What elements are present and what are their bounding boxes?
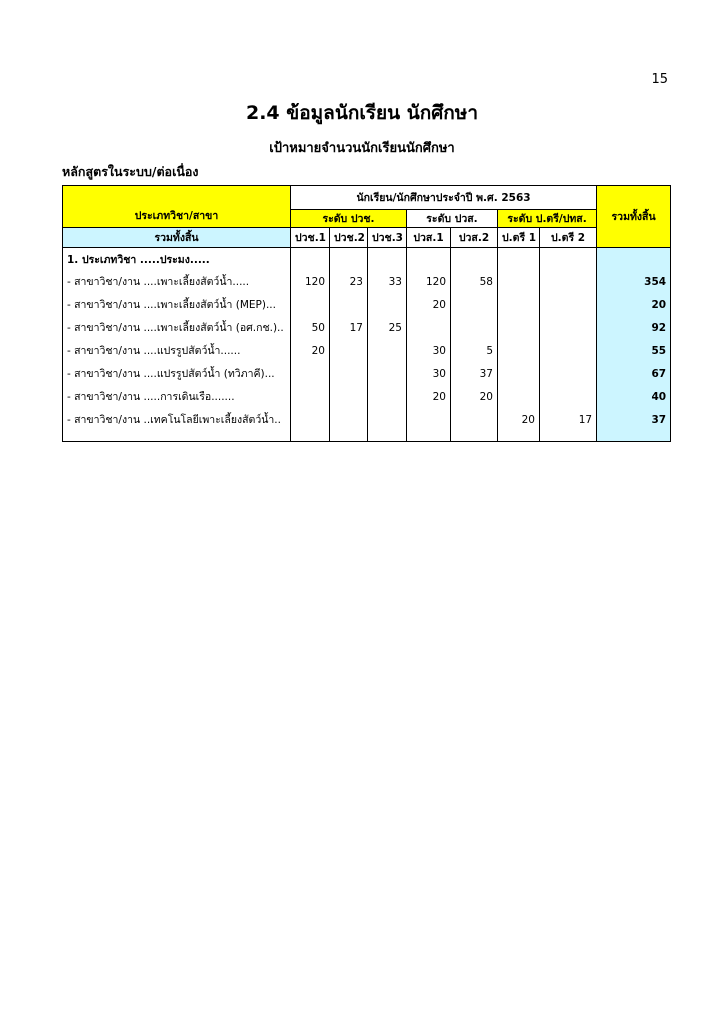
row-value — [291, 385, 330, 408]
page-title: 2.4 ข้อมูลนักเรียน นักศึกษา — [245, 102, 479, 124]
row-value — [498, 339, 540, 362]
row-value: 33 — [368, 270, 407, 293]
row-value: 17 — [330, 316, 368, 339]
row-value — [407, 316, 451, 339]
row-value: 25 — [368, 316, 407, 339]
spacer-row — [63, 431, 671, 442]
row-value — [451, 316, 498, 339]
row-total: 20 — [597, 293, 671, 316]
row-value: 20 — [451, 385, 498, 408]
category-header: ประเภทวิชา/สาขา — [63, 186, 291, 228]
group-row — [63, 248, 671, 271]
row-total: 92 — [597, 316, 671, 339]
row-value — [368, 339, 407, 362]
row-value: 23 — [330, 270, 368, 293]
row-name: - สาขาวิชา/งาน .....การเดินเรือ....... — [63, 385, 291, 408]
row-value — [330, 293, 368, 316]
row-value — [498, 293, 540, 316]
row-value — [330, 339, 368, 362]
row-value: 20 — [407, 385, 451, 408]
level-header: ปวส.1 — [407, 228, 451, 248]
level-header: ปวส.2 — [451, 228, 498, 248]
row-name: - สาขาวิชา/งาน ..เทคโนโลยีเพาะเลี้ยงสัตว์น้ำ.. — [63, 408, 291, 431]
row-value — [368, 385, 407, 408]
row-value — [368, 293, 407, 316]
level-group-header: ระดับ ปวส. — [407, 210, 498, 228]
grand-total-header: รวมทั้งสิ้น — [597, 186, 671, 248]
table-row — [63, 385, 671, 408]
row-value: 20 — [498, 408, 540, 431]
section-label: หลักสูตรในระบบ/ต่อเนื่อง — [62, 164, 199, 179]
table-row — [63, 339, 671, 362]
row-value — [498, 362, 540, 385]
row-value: 120 — [291, 270, 330, 293]
row-value: 20 — [291, 339, 330, 362]
row-value — [291, 362, 330, 385]
row-name: - สาขาวิชา/งาน ....แปรรูปสัตว์น้ำ...... — [63, 339, 291, 362]
row-value — [540, 316, 597, 339]
level-group-header: ระดับ ปวช. — [291, 210, 407, 228]
row-value: 50 — [291, 316, 330, 339]
row-value: 58 — [451, 270, 498, 293]
row-value — [368, 362, 407, 385]
row-value: 30 — [407, 362, 451, 385]
row-name: - สาขาวิชา/งาน ....เพาะเลี้ยงสัตว์น้ำ..... — [63, 270, 291, 293]
level-header: ปวช.2 — [330, 228, 368, 248]
table-row — [63, 362, 671, 385]
student-target-table — [62, 185, 671, 442]
row-value — [540, 385, 597, 408]
table-body — [63, 248, 671, 442]
row-name: - สาขาวิชา/งาน ....เพาะเลี้ยงสัตว์น้ำ (MEP)... — [63, 293, 291, 316]
table-row — [63, 270, 671, 293]
row-value — [540, 362, 597, 385]
page-subtitle: เป้าหมายจำนวนนักเรียนนักศึกษา — [269, 141, 455, 156]
row-value — [407, 408, 451, 431]
sum-label-header: รวมทั้งสิ้น — [63, 228, 291, 248]
row-total: 55 — [597, 339, 671, 362]
row-value — [330, 362, 368, 385]
row-value — [540, 293, 597, 316]
row-value — [498, 316, 540, 339]
table-row — [63, 316, 671, 339]
year-header: นักเรียน/นักศึกษาประจำปี พ.ศ. 2563 — [291, 186, 597, 210]
level-header: ปวช.3 — [368, 228, 407, 248]
table-row — [63, 293, 671, 316]
row-value — [291, 293, 330, 316]
row-value — [368, 408, 407, 431]
row-value: 37 — [451, 362, 498, 385]
row-total: 354 — [597, 270, 671, 293]
row-name: - สาขาวิชา/งาน ....เพาะเลี้ยงสัตว์น้ำ (อศ.กช.).. — [63, 316, 291, 339]
group-label: 1. ประเภทวิชา .....ประมง..... — [63, 248, 291, 271]
level-header: ป.ตรี 1 — [498, 228, 540, 248]
row-total: 40 — [597, 385, 671, 408]
row-value — [330, 385, 368, 408]
row-value — [540, 339, 597, 362]
level-group-header: ระดับ ป.ตรี/ปทส. — [498, 210, 597, 228]
row-value: 17 — [540, 408, 597, 431]
page-number: 15 — [651, 72, 668, 87]
row-value — [540, 270, 597, 293]
row-total: 67 — [597, 362, 671, 385]
row-value — [451, 293, 498, 316]
row-value — [498, 270, 540, 293]
row-value — [498, 385, 540, 408]
row-value — [291, 408, 330, 431]
row-value: 30 — [407, 339, 451, 362]
level-header: ปวช.1 — [291, 228, 330, 248]
row-value — [451, 408, 498, 431]
table-row — [63, 408, 671, 431]
row-value: 5 — [451, 339, 498, 362]
row-value: 120 — [407, 270, 451, 293]
row-value — [330, 408, 368, 431]
row-name: - สาขาวิชา/งาน ....แปรรูปสัตว์น้ำ (ทวิภาคี)... — [63, 362, 291, 385]
row-total: 37 — [597, 408, 671, 431]
row-value: 20 — [407, 293, 451, 316]
level-header: ป.ตรี 2 — [540, 228, 597, 248]
